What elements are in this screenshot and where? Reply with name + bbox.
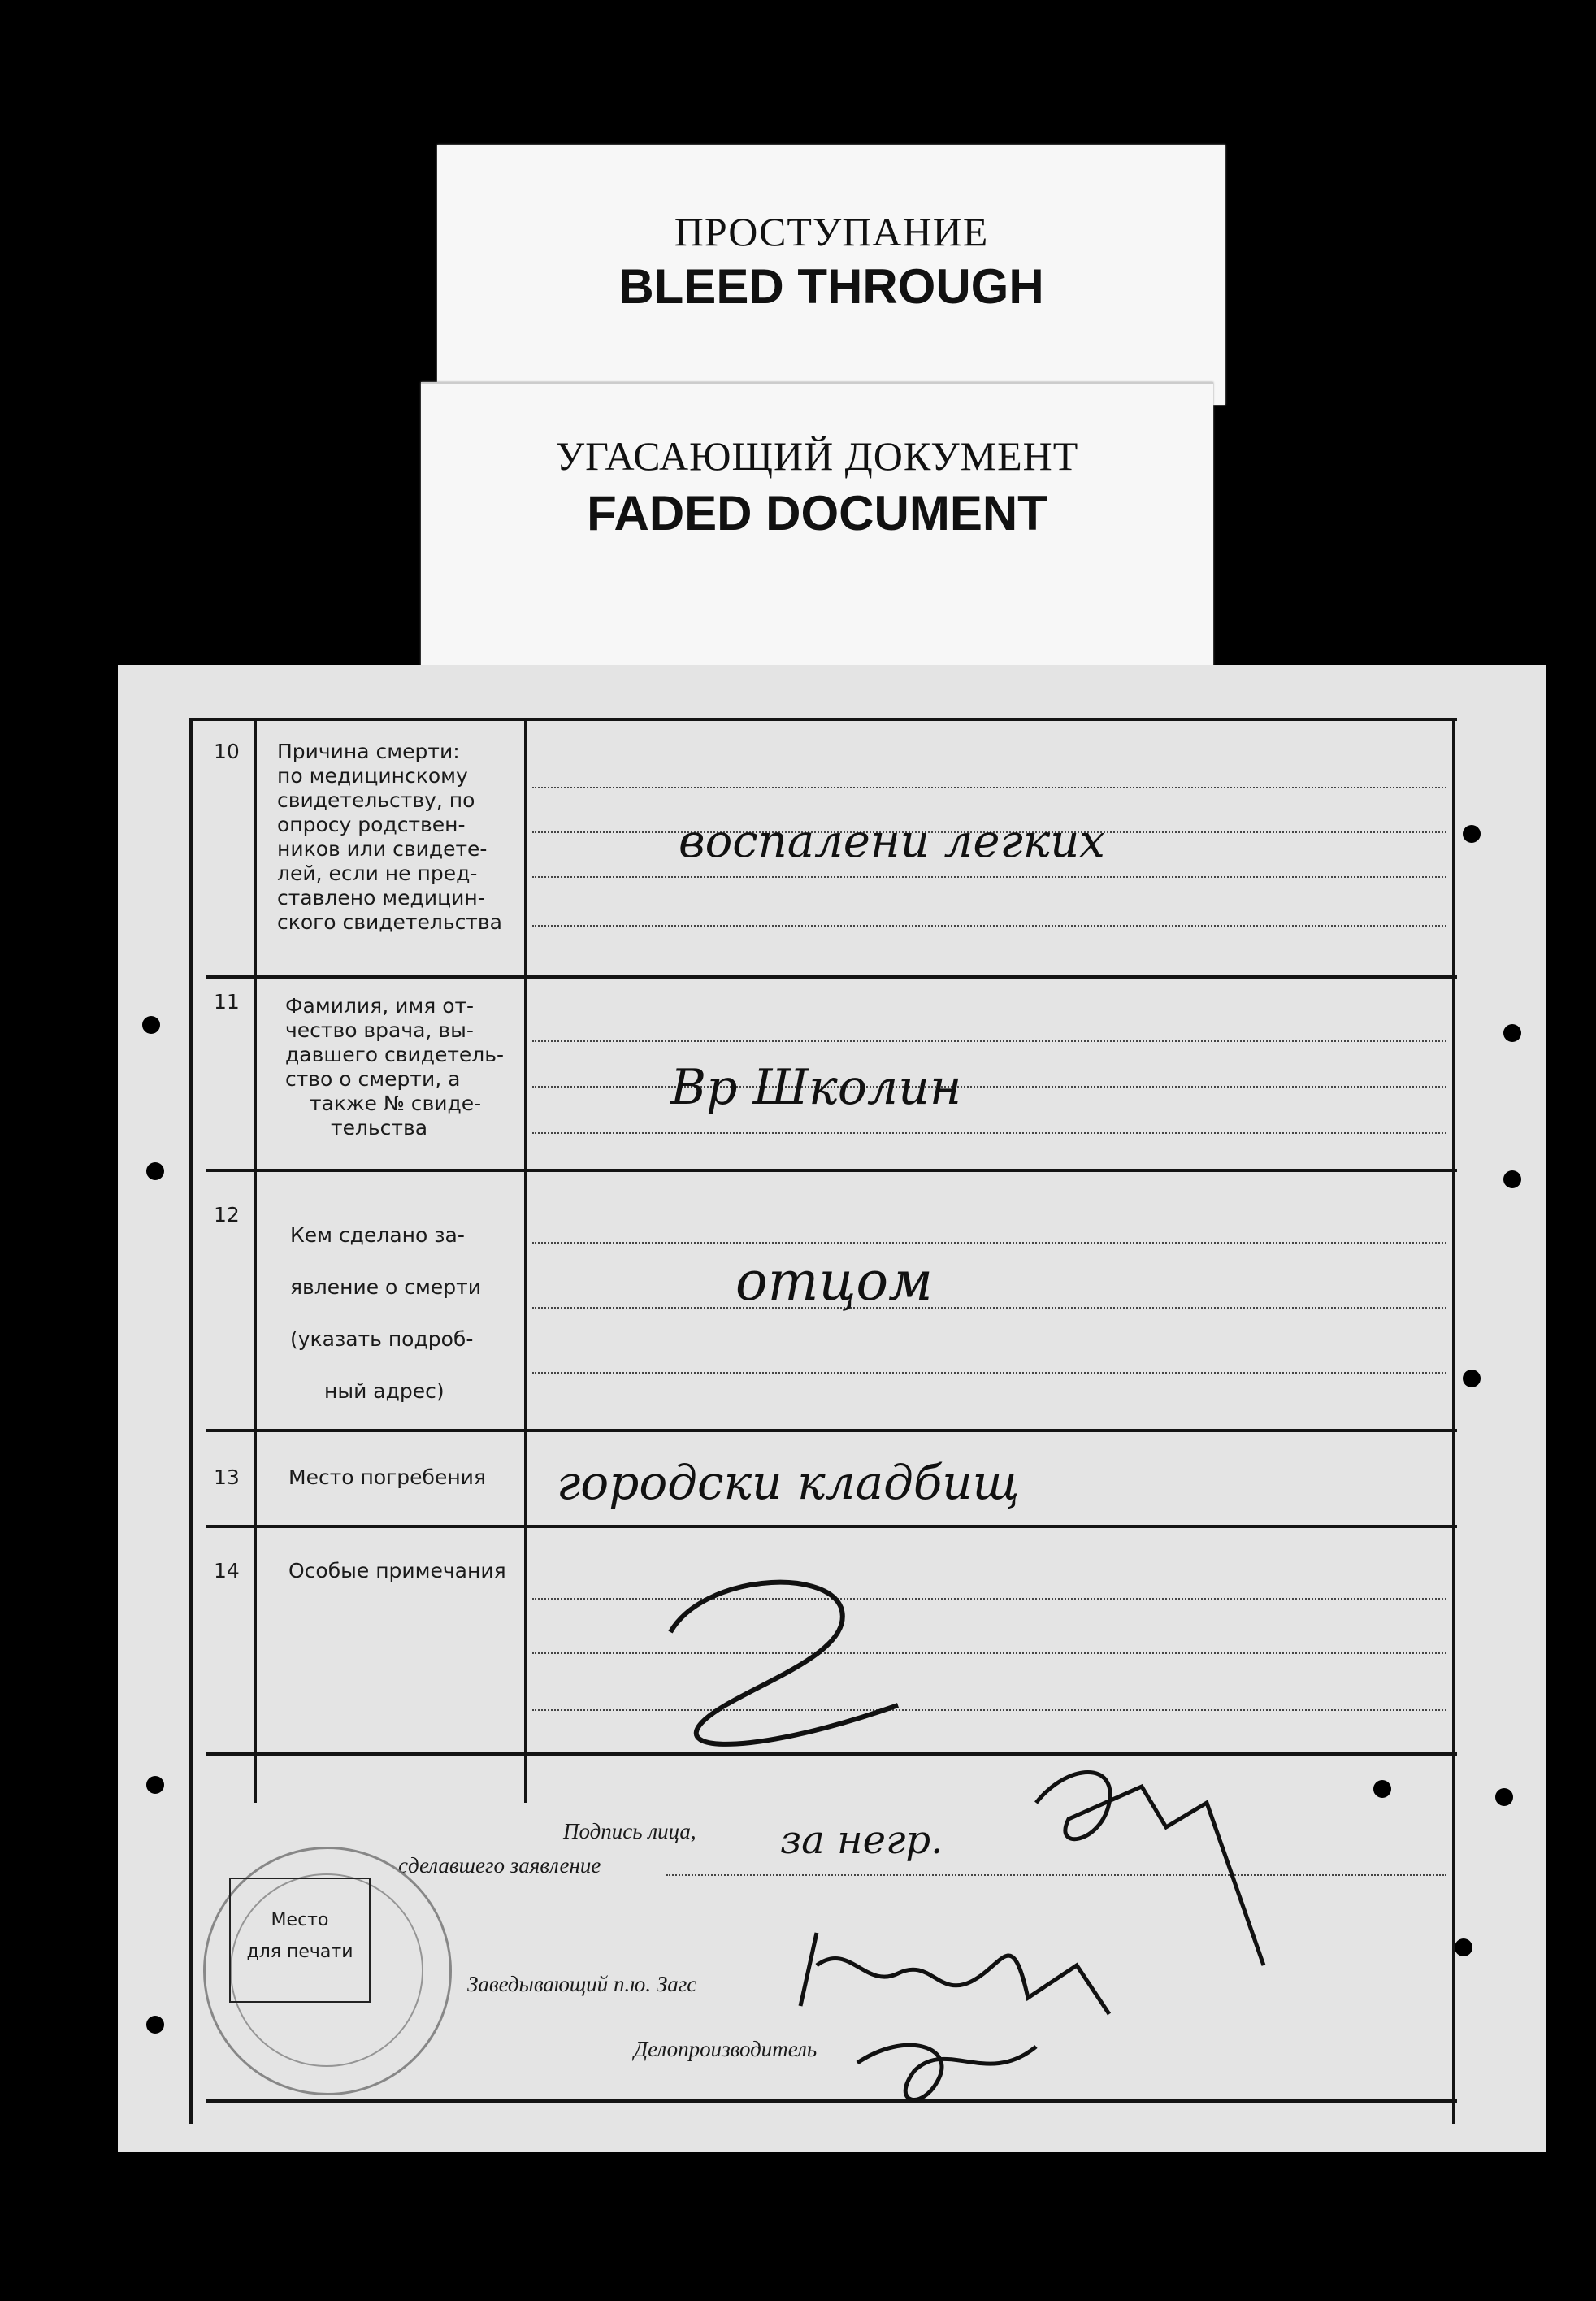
binding-hole [1373,1780,1391,1798]
doctor-name-value: Вр Школин [670,1059,962,1116]
faded-document-notice [421,382,1213,676]
seal-placeholder-box [229,1878,371,2003]
bleed-through-label-ru: ПРОСТУПАНИЕ [674,209,989,254]
cause-of-death-value: воспалени легких [679,815,1105,868]
binding-hole [1495,1788,1513,1806]
binding-hole [1463,825,1481,843]
applicant-note: за негр. [780,1817,943,1863]
special-notes-mark [638,1559,914,1762]
applicant-signature-label-1: Подпись лица, [563,1819,696,1843]
binding-hole [146,2016,164,2034]
row-number-13: 13 [214,1465,240,1489]
seal-label-1: Место [271,1910,329,1930]
binding-hole [1455,1938,1472,1956]
binding-hole [1463,1370,1481,1387]
seal-label-2: для печати [246,1942,353,1962]
binding-hole [1503,1024,1521,1042]
row-number-12: 12 [214,1203,240,1226]
bleed-through-label-en: BLEED THROUGH [618,259,1044,314]
binding-hole [146,1162,164,1180]
burial-place-value: городски кладбищ [557,1455,1020,1510]
burial-place-label: Место погребения [288,1465,486,1489]
declarant-label: Кем сделано за- явление о смерти (указать подроб- ный адрес) [290,1223,481,1403]
doctor-name-label: Фамилия, имя от- чество врача, вы- давшего свидетель- ство о смерти, а также № свиде- тельства [285,994,505,1140]
bleed-through-notice [437,145,1225,405]
cause-of-death-label: Причина смерти: по медицинскому свидетельству, по опросу родствен- ников или свидете- лей, если не пред- ставлено медицин- ского свидетельства [277,740,502,934]
binding-hole [142,1016,160,1034]
binding-hole [146,1776,164,1794]
row-number-10: 10 [214,740,240,763]
row-number-14: 14 [214,1559,240,1582]
applicant-signature-label-2: сделавшего заявление [398,1853,601,1878]
registry-head-label: Заведывающий п.ю. Загс [467,1972,697,1996]
row-number-11: 11 [214,990,240,1014]
faded-document-label-en: FADED DOCUMENT [587,486,1047,541]
binding-hole [1503,1170,1521,1188]
declarant-value: отцом [735,1250,933,1313]
clerk-label: Делопроизводитель [634,2037,818,2061]
special-notes-label: Особые примечания [288,1559,506,1582]
faded-document-label-ru: УГАСАЮЩИЙ ДОКУМЕНТ [555,433,1079,479]
clerk-signature [841,2014,1085,2128]
